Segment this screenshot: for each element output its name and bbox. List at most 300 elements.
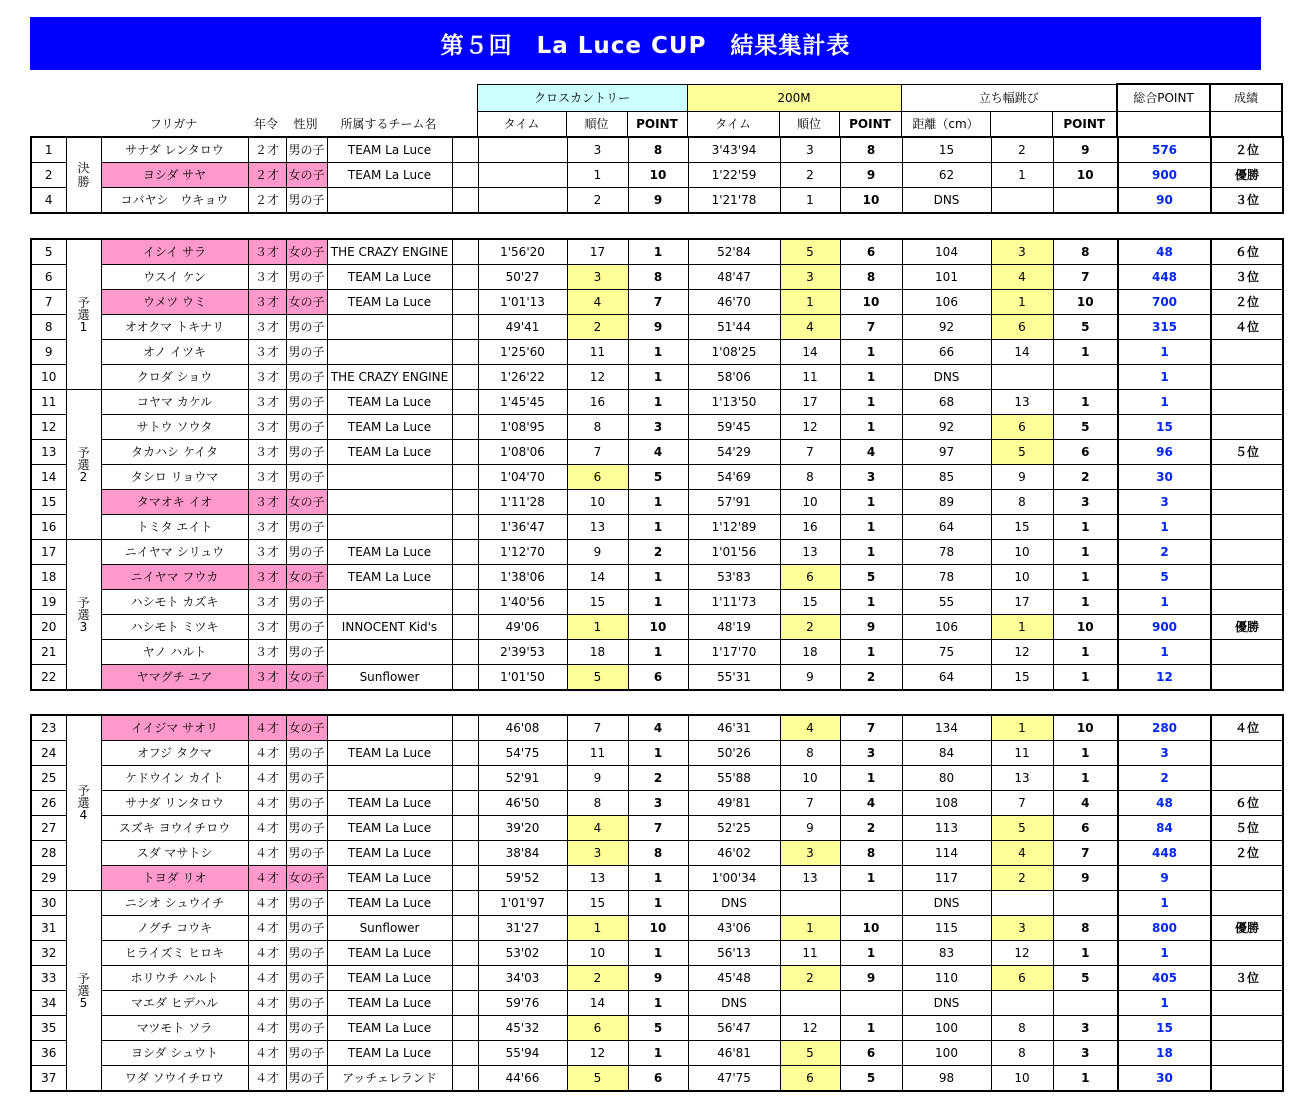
cc-rank: 18: [567, 640, 628, 665]
entry-number: 8: [31, 315, 66, 340]
jump-point: 10: [1053, 163, 1118, 188]
gender: 男の子: [286, 1066, 327, 1092]
m200-point: 7: [840, 315, 902, 340]
jump-point: 10: [1053, 615, 1118, 640]
team-header: 所属するチーム名: [340, 117, 437, 131]
total-point: 12: [1118, 665, 1211, 691]
jump-distance: 100: [902, 1016, 991, 1041]
cc-time: 31'27: [478, 916, 567, 941]
age: ４才: [248, 1066, 286, 1092]
furigana-name: イシイ サラ: [101, 239, 248, 265]
jump-rank: [991, 188, 1053, 214]
jump-rank: 13: [991, 766, 1053, 791]
jump-rank: [991, 991, 1053, 1016]
team-name: TEAM La Luce: [327, 841, 452, 866]
table-row: [31, 137, 1283, 163]
total-point: 15: [1118, 415, 1211, 440]
cc-time: 39'20: [478, 816, 567, 841]
spacer-cell: [452, 163, 478, 188]
cc-rank: 4: [567, 290, 628, 315]
jump-point: 4: [1053, 791, 1118, 816]
cc-time: 1'08'95: [478, 415, 567, 440]
spacer-cell: [452, 315, 478, 340]
gender: 男の子: [286, 891, 327, 916]
cc-time: 1'45'45: [478, 390, 567, 415]
jump-distance: 78: [902, 540, 991, 565]
table-row: [31, 315, 1283, 340]
cc-rank: 7: [567, 715, 628, 741]
team-name: THE CRAZY ENGINE: [327, 365, 452, 390]
jump-point: 2: [1053, 465, 1118, 490]
gender-header: 性別: [293, 117, 318, 131]
m200-point: 1: [840, 590, 902, 615]
age: ２才: [248, 163, 286, 188]
spacer-cell: [452, 841, 478, 866]
m200-time: 56'13: [688, 941, 780, 966]
spacer-cell: [452, 540, 478, 565]
m200-rank: 13: [780, 540, 840, 565]
m200-time: 50'26: [688, 741, 780, 766]
cc-time: 1'12'70: [478, 540, 567, 565]
m200-rank: 11: [780, 941, 840, 966]
age: ３才: [248, 365, 286, 390]
table-row: [31, 188, 1283, 214]
jump-point: 8: [1053, 916, 1118, 941]
jump-rank: 15: [991, 665, 1053, 691]
group-label-char: 予: [77, 971, 90, 986]
entry-number: 32: [31, 941, 66, 966]
m200-point: 8: [840, 137, 902, 163]
cc-point: 8: [628, 841, 688, 866]
cc-time: 59'76: [478, 991, 567, 1016]
m200-time: 59'45: [688, 415, 780, 440]
m200-point: 3: [840, 741, 902, 766]
table-row: [31, 540, 1283, 565]
cc-point: 5: [628, 465, 688, 490]
m200-rank: 1: [780, 290, 840, 315]
total-point: 48: [1118, 239, 1211, 265]
table-row: [31, 515, 1283, 540]
m200-time: 1'01'56: [688, 540, 780, 565]
jump-distance: 106: [902, 615, 991, 640]
jump-rank: 1: [991, 715, 1053, 741]
result-rank: [1211, 540, 1283, 565]
spacer-cell: [452, 791, 478, 816]
jump-distance: 110: [902, 966, 991, 991]
m200-point: 1: [840, 490, 902, 515]
result-rank: [1211, 340, 1283, 365]
entry-number: 29: [31, 866, 66, 891]
table-row: [31, 941, 1283, 966]
total-point: 1: [1118, 390, 1211, 415]
team-name: TEAM La Luce: [327, 415, 452, 440]
jump-rank: 1: [991, 290, 1053, 315]
entry-number: 26: [31, 791, 66, 816]
cc-rank: 12: [567, 365, 628, 390]
result-rank: [1211, 565, 1283, 590]
jump-rank: [991, 365, 1053, 390]
group-label: [66, 891, 101, 1092]
cc-point: 1: [628, 941, 688, 966]
gender: 男の子: [286, 540, 327, 565]
team-name: [327, 465, 452, 490]
m200-point-header: POINT: [839, 111, 901, 137]
cc-point: 1: [628, 390, 688, 415]
entry-number: 22: [31, 665, 66, 691]
spacer-cell: [452, 766, 478, 791]
group-label: [66, 390, 101, 540]
m200-rank: 10: [780, 490, 840, 515]
m200-rank: 3: [780, 841, 840, 866]
age: ３才: [248, 465, 286, 490]
m200-rank: 1: [780, 916, 840, 941]
jump-point: 1: [1053, 941, 1118, 966]
jump-rank: 5: [991, 440, 1053, 465]
jump-distance: 64: [902, 665, 991, 691]
furigana-name: ハシモト ミツキ: [101, 615, 248, 640]
gender: 男の子: [286, 766, 327, 791]
furigana-name: スズキ ヨウイチロウ: [101, 816, 248, 841]
jump-point: 1: [1053, 766, 1118, 791]
group-label-char: 選: [77, 457, 90, 472]
entry-number: 15: [31, 490, 66, 515]
furigana-name: ヨシダ サヤ: [101, 163, 248, 188]
jump-point: [1053, 891, 1118, 916]
m200-rank: 8: [780, 465, 840, 490]
jump-rank: 14: [991, 340, 1053, 365]
jump-rank: 4: [991, 841, 1053, 866]
jump-rank: 1: [991, 163, 1053, 188]
age: ４才: [248, 1041, 286, 1066]
jump-distance: 92: [902, 315, 991, 340]
m200-time: 46'02: [688, 841, 780, 866]
jump-point: 1: [1053, 390, 1118, 415]
m200-point: 7: [840, 715, 902, 741]
result-rank: ４位: [1211, 715, 1283, 741]
result-rank: ６位: [1211, 791, 1283, 816]
m200-rank-header: 順位: [779, 111, 839, 137]
cc-rank: 6: [567, 465, 628, 490]
m200-time: 54'69: [688, 465, 780, 490]
result-rank: [1211, 515, 1283, 540]
gender: 男の子: [286, 415, 327, 440]
cc-point: 8: [628, 137, 688, 163]
total-point: 1: [1118, 515, 1211, 540]
cc-point: 1: [628, 239, 688, 265]
cc-time: 59'52: [478, 866, 567, 891]
jump-point: 5: [1053, 315, 1118, 340]
gender: 男の子: [286, 816, 327, 841]
gender: 男の子: [286, 340, 327, 365]
m200-time: 53'83: [688, 565, 780, 590]
m200-rank: 6: [780, 1066, 840, 1092]
spacer-cell: [452, 991, 478, 1016]
group-label-char: 3: [79, 619, 88, 634]
cc-rank: 5: [567, 665, 628, 691]
age: ３才: [248, 415, 286, 440]
jump-point: 3: [1053, 490, 1118, 515]
spacer-cell: [452, 515, 478, 540]
table-row: [31, 991, 1283, 1016]
team-name: [327, 590, 452, 615]
total-point: 1: [1118, 891, 1211, 916]
cc-time: [478, 137, 567, 163]
total-point: 280: [1118, 715, 1211, 741]
entry-number: 21: [31, 640, 66, 665]
cc-time: 1'56'20: [478, 239, 567, 265]
m200-point: 1: [840, 415, 902, 440]
cc-rank: 10: [567, 941, 628, 966]
total-point: 405: [1118, 966, 1211, 991]
table-row: [31, 565, 1283, 590]
group-label-char: 予: [77, 595, 90, 610]
m200-time: 1'13'50: [688, 390, 780, 415]
table-row: [31, 640, 1283, 665]
furigana-name: ケドウイン カイト: [101, 766, 248, 791]
team-name: アッチェレランド: [327, 1066, 452, 1092]
result-rank: [1211, 415, 1283, 440]
m200-rank: 6: [780, 565, 840, 590]
cc-point: 2: [628, 540, 688, 565]
m200-rank: 18: [780, 640, 840, 665]
m200-rank: 7: [780, 791, 840, 816]
total-point: 900: [1118, 163, 1211, 188]
page-title: 第５回 La Luce CUP 結果集計表: [30, 17, 1261, 70]
result-rank: ５位: [1211, 440, 1283, 465]
team-name: TEAM La Luce: [327, 137, 452, 163]
m200-point: 1: [840, 866, 902, 891]
m200-time: 45'48: [688, 966, 780, 991]
jump-rank: 6: [991, 415, 1053, 440]
jump-distance: 85: [902, 465, 991, 490]
table-row: [31, 866, 1283, 891]
entry-number: 19: [31, 590, 66, 615]
header-table: [30, 83, 1283, 138]
table-row: [31, 615, 1283, 640]
cc-point: 1: [628, 991, 688, 1016]
total-point: 30: [1118, 1066, 1211, 1092]
m200-point: 1: [840, 340, 902, 365]
cc-point: 5: [628, 1016, 688, 1041]
jump-distance: 75: [902, 640, 991, 665]
cc-time: 49'41: [478, 315, 567, 340]
gender: 女の子: [286, 239, 327, 265]
total-point: 2: [1118, 540, 1211, 565]
age: ３才: [248, 490, 286, 515]
cross-country-header: クロスカントリー: [477, 84, 687, 111]
m200-time: 55'31: [688, 665, 780, 691]
table-row: [31, 715, 1283, 741]
cc-point: 9: [628, 315, 688, 340]
table-row: [31, 163, 1283, 188]
spacer-cell: [452, 665, 478, 691]
jump-rank: 8: [991, 1041, 1053, 1066]
cc-rank: 17: [567, 239, 628, 265]
m200-rank: 2: [780, 966, 840, 991]
gender: 女の子: [286, 163, 327, 188]
age: ２才: [248, 137, 286, 163]
result-rank: [1211, 1016, 1283, 1041]
m200-time: 49'81: [688, 791, 780, 816]
furigana-name: ヤノ ハルト: [101, 640, 248, 665]
furigana-name: ニシオ シュウイチ: [101, 891, 248, 916]
m200-time: 46'70: [688, 290, 780, 315]
entry-number: 14: [31, 465, 66, 490]
age-header: 年令: [253, 117, 278, 131]
total-point-header-blank: [1117, 111, 1210, 137]
age: ４才: [248, 791, 286, 816]
spacer-cell: [452, 265, 478, 290]
result-rank: 優勝: [1211, 916, 1283, 941]
jump-rank: 10: [991, 1066, 1053, 1092]
cc-rank: 9: [567, 540, 628, 565]
furigana-name: サナダ レンタロウ: [101, 137, 248, 163]
cc-time: 1'26'22: [478, 365, 567, 390]
cc-rank: 8: [567, 415, 628, 440]
cc-time: [478, 163, 567, 188]
spacer-cell: [452, 415, 478, 440]
table-row: [31, 916, 1283, 941]
m200-time: 1'00'34: [688, 866, 780, 891]
m200-point: [840, 891, 902, 916]
jump-distance: 84: [902, 741, 991, 766]
team-name: TEAM La Luce: [327, 565, 452, 590]
m200-time-header: タイム: [687, 111, 779, 137]
spacer-cell: [452, 365, 478, 390]
jump-distance: 89: [902, 490, 991, 515]
table-row: [31, 891, 1283, 916]
jump-distance: 115: [902, 916, 991, 941]
jump-rank: 17: [991, 590, 1053, 615]
furigana-name: コバヤシ ウキョウ: [101, 188, 248, 214]
team-name: TEAM La Luce: [327, 390, 452, 415]
m200-time: 48'47: [688, 265, 780, 290]
m200-header: 200M: [687, 84, 901, 111]
cc-point: 6: [628, 1066, 688, 1092]
m200-time: 1'22'59: [688, 163, 780, 188]
jump-point: 1: [1053, 515, 1118, 540]
jump-rank: 2: [991, 866, 1053, 891]
jump-rank: 3: [991, 239, 1053, 265]
cc-point: 2: [628, 766, 688, 791]
total-point: 448: [1118, 265, 1211, 290]
entry-number: 27: [31, 816, 66, 841]
furigana-name: タシロ リョウマ: [101, 465, 248, 490]
age: ３才: [248, 340, 286, 365]
m200-point: 6: [840, 239, 902, 265]
cc-point-header: POINT: [627, 111, 687, 137]
team-name: TEAM La Luce: [327, 163, 452, 188]
table-row: [31, 1066, 1283, 1092]
cc-time: 44'66: [478, 1066, 567, 1092]
m200-rank: 11: [780, 365, 840, 390]
furigana-name: トヨダ リオ: [101, 866, 248, 891]
furigana-name: マツモト ソラ: [101, 1016, 248, 1041]
cc-rank: 13: [567, 515, 628, 540]
cc-time: 46'08: [478, 715, 567, 741]
table-row: [31, 766, 1283, 791]
m200-point: 1: [840, 941, 902, 966]
cc-time: 49'06: [478, 615, 567, 640]
cc-point: 9: [628, 966, 688, 991]
cc-time: 1'01'97: [478, 891, 567, 916]
gender: 女の子: [286, 715, 327, 741]
jump-distance: 98: [902, 1066, 991, 1092]
table-row: [31, 590, 1283, 615]
age: ４才: [248, 941, 286, 966]
gender: 女の子: [286, 290, 327, 315]
gender: 男の子: [286, 966, 327, 991]
age: ４才: [248, 741, 286, 766]
m200-point: 1: [840, 540, 902, 565]
furigana-name: イイジマ サオリ: [101, 715, 248, 741]
cc-rank: 15: [567, 891, 628, 916]
m200-time: 48'19: [688, 615, 780, 640]
m200-time: DNS: [688, 991, 780, 1016]
result-rank: ２位: [1211, 290, 1283, 315]
m200-time: 43'06: [688, 916, 780, 941]
entry-number: 23: [31, 715, 66, 741]
result-rank: [1211, 465, 1283, 490]
m200-point: 1: [840, 640, 902, 665]
jump-distance: 106: [902, 290, 991, 315]
m200-rank: 7: [780, 440, 840, 465]
group-label: [66, 715, 101, 891]
table-row: [31, 265, 1283, 290]
jump-rank: 10: [991, 565, 1053, 590]
result-rank: [1211, 991, 1283, 1016]
entry-number: 10: [31, 365, 66, 390]
jump-rank: 11: [991, 741, 1053, 766]
furigana-name: ニイヤマ フウカ: [101, 565, 248, 590]
furigana-name: ヨシダ シュウト: [101, 1041, 248, 1066]
spacer-cell: [452, 640, 478, 665]
m200-time: 46'31: [688, 715, 780, 741]
group-label: [66, 239, 101, 390]
table-row: [31, 415, 1283, 440]
group-label-char: 選: [77, 307, 90, 322]
table-row: [31, 741, 1283, 766]
jump-rank: 12: [991, 640, 1053, 665]
team-name: TEAM La Luce: [327, 1016, 452, 1041]
jump-rank: 6: [991, 315, 1053, 340]
cc-rank: 11: [567, 741, 628, 766]
cc-point: 1: [628, 891, 688, 916]
team-name: TEAM La Luce: [327, 941, 452, 966]
m200-rank: 12: [780, 415, 840, 440]
results-table-3yo: [30, 238, 1284, 691]
cc-point: 9: [628, 188, 688, 214]
spacer-cell: [452, 440, 478, 465]
gender: 女の子: [286, 490, 327, 515]
age: ４才: [248, 891, 286, 916]
gender: 男の子: [286, 515, 327, 540]
result-rank: ５位: [1211, 816, 1283, 841]
spacer-cell: [452, 615, 478, 640]
gender: 男の子: [286, 188, 327, 214]
cc-rank: 10: [567, 490, 628, 515]
spacer-cell: [452, 239, 478, 265]
gender: 男の子: [286, 991, 327, 1016]
entry-number: 37: [31, 1066, 66, 1092]
table-row: [31, 841, 1283, 866]
age: ４才: [248, 991, 286, 1016]
gender: 男の子: [286, 465, 327, 490]
m200-time: DNS: [688, 891, 780, 916]
jump-point: 7: [1053, 841, 1118, 866]
gender: 男の子: [286, 1041, 327, 1066]
jump-point: 3: [1053, 1041, 1118, 1066]
